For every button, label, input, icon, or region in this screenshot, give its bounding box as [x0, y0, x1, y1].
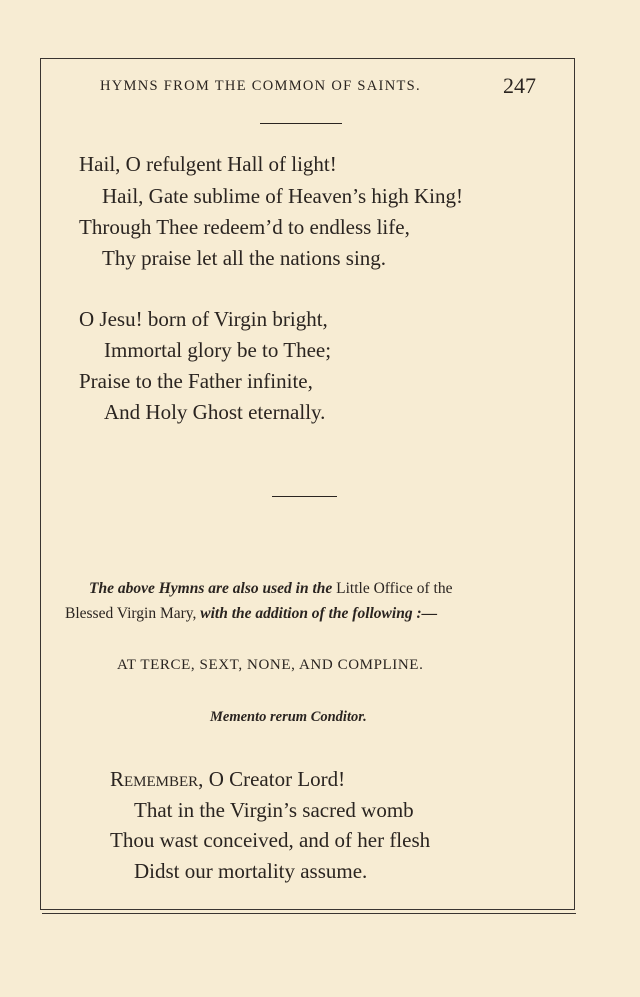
- verse-line: Praise to the Father infinite,: [79, 369, 313, 393]
- verse-line: Thy praise let all the nations sing.: [102, 246, 387, 270]
- hymn-incipit: Memento rerum Conditor.: [210, 709, 367, 725]
- drop-word: Remember,: [110, 767, 204, 791]
- verse-line: Through Thee redeem’d to endless life,: [79, 215, 410, 239]
- rubric-note-line-1: [89, 580, 453, 598]
- rubric-roman-text: Little Office of the: [336, 580, 453, 597]
- verse-line: Hail, O refulgent Hall of light!: [79, 152, 337, 176]
- section-divider: [272, 496, 337, 497]
- rubric-italic-text: with the addition of the following :—: [200, 605, 438, 622]
- verse-line: Didst our mortality assume.: [134, 859, 368, 883]
- verse-line: O Jesu! born of Virgin bright,: [79, 307, 328, 331]
- rubric-note-line-2: [65, 605, 437, 623]
- header-divider: [260, 123, 342, 124]
- page-border-bottom-rule: [42, 913, 576, 914]
- verse-line: Thou wast conceived, and of her flesh: [110, 828, 431, 852]
- verse-line: Immortal glory be to Thee;: [104, 338, 332, 362]
- verse-line: And Holy Ghost eternally.: [104, 400, 326, 424]
- verse-line: [110, 767, 345, 792]
- running-title: HYMNS FROM THE COMMON OF SAINTS.: [100, 78, 421, 94]
- page-number: 247: [503, 73, 536, 98]
- verse-line-rest: O Creator Lord!: [208, 767, 346, 791]
- rubric-roman-text: Blessed Virgin Mary,: [65, 605, 197, 622]
- verse-line: That in the Virgin’s sacred womb: [134, 798, 414, 822]
- section-heading: AT TERCE, SEXT, NONE, AND COMPLINE.: [117, 657, 424, 673]
- verse-line: Hail, Gate sublime of Heaven’s high King!: [102, 184, 463, 208]
- rubric-italic-text: The above Hymns are also used in the: [89, 580, 333, 597]
